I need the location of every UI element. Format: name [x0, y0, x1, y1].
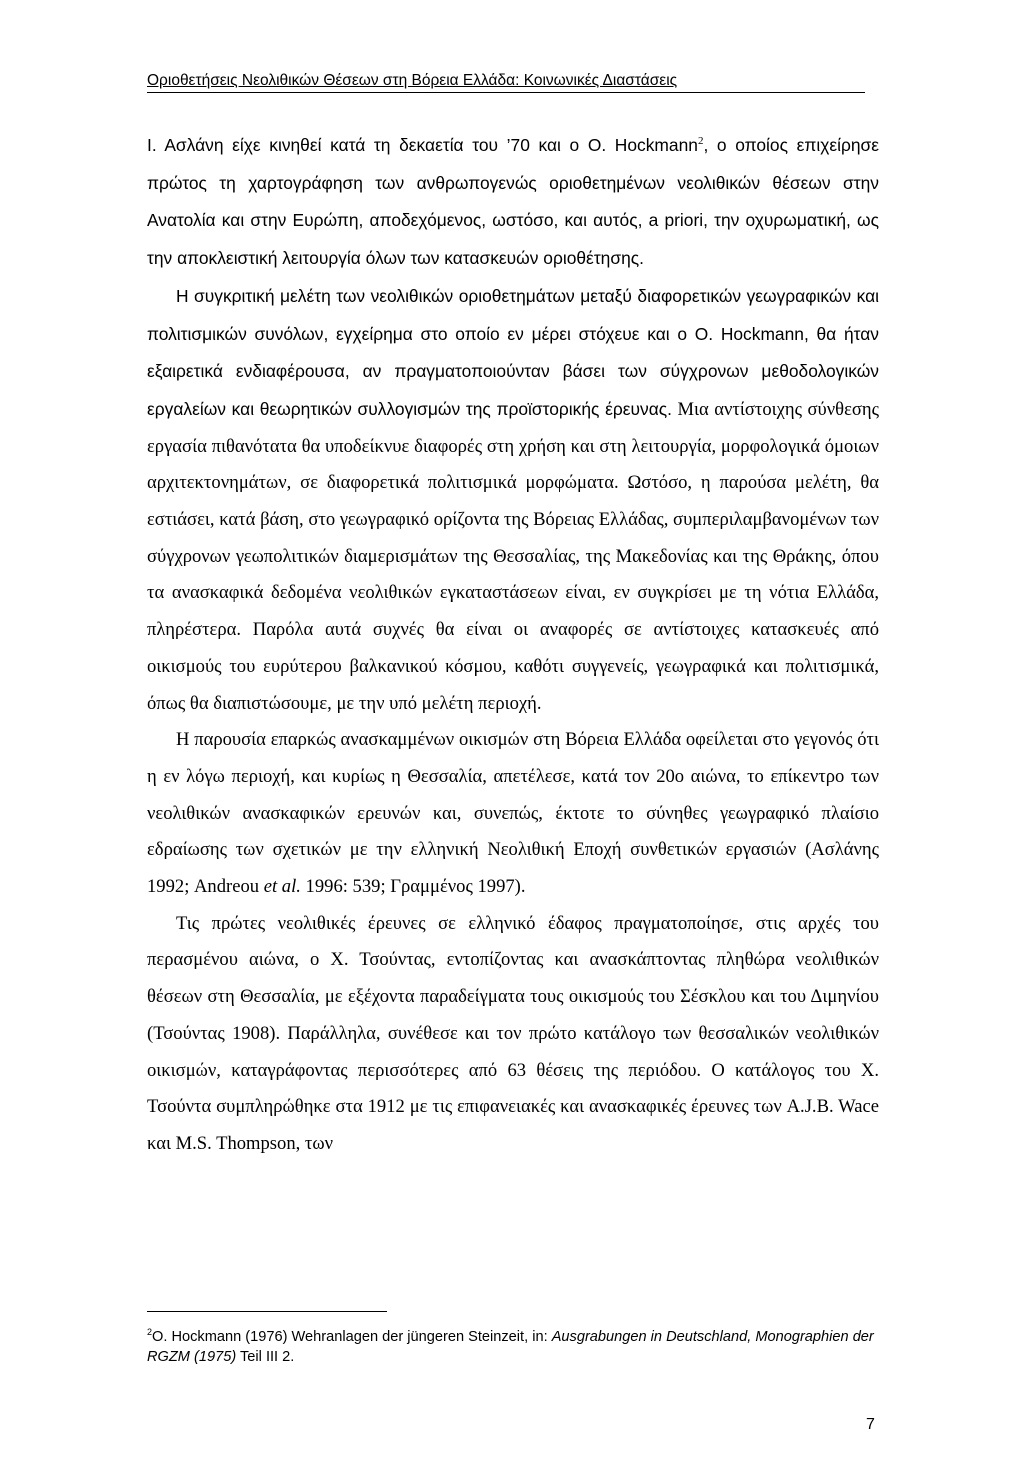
- header-rule: [147, 92, 865, 93]
- body-text: [147, 127, 879, 1163]
- paragraph-1-text: Ι. Ασλάνη είχε κινηθεί κατά τη δεκαετία του ’70 και ο Ο. Hockmann: [147, 135, 698, 155]
- paragraph-2-text: Η συγκριτική μελέτη των νεολιθικών οριοθετημάτων μεταξύ διαφορετικών γεωγραφικών και πολιτισμικών συνόλων, εγχείρημα στο οποίο εν μέρει στόχευε και ο Ο. Hockmann, θα ήταν εξαιρετικά ενδιαφέρουσα, αν πραγματοποιούνταν βάσει των σύγχρονων μεθοδολογικών εργαλείων και θεωρητικών συλλογισμών της προϊστορικής έρευνας.: [147, 285, 879, 419]
- paragraph-3-text: Η παρουσία επαρκώς ανασκαμμένων οικισμών στη Βόρεια Ελλάδα οφείλεται στο γεγονός ότι η εν λόγω περιοχή, και κυρίως η Θεσσαλία, απετέλεσε, κατά τον 20ο αιώνα, το επίκεντρο των νεολιθικών ανασκαφικών ερευνών και, συνεπώς, έκτοτε το σύνηθες γεωγραφικό πλαίσιο εδραίωσης των σχετικών με την ελληνική Νεολιθική Εποχή συνθετικών εργασιών (Ασλάνης 1992; Andreou: [147, 729, 879, 898]
- footnote-tail: Teil III 2.: [236, 1349, 295, 1365]
- paragraph-4: [147, 906, 879, 1163]
- footnote-separator: [147, 1311, 387, 1312]
- footnote-mark: 2: [147, 1327, 153, 1338]
- footnote-reference[interactable]: 2: [697, 134, 704, 147]
- page-number: 7: [866, 1416, 875, 1433]
- paragraph-3-text-continued: 1996: 539; Γραμμένος 1997).: [300, 876, 526, 898]
- paragraph-3: [147, 722, 879, 906]
- paragraph-2-text-continued: Μια αντίστοιχης σύνθεσης εργασία πιθανότατα θα υποδείκνυε διαφορές στη χρήση και στη λειτουργία, μορφολογικά όμοιων αρχιτεκτονημάτων, σε διαφορετικά πολιτισμικά μορφώματα. Ωστόσο, η παρούσα μελέτη, θα εστιάσει, κατά βάση, στο γεωγραφικό ορίζοντα της Βόρειας Ελλάδας, συμπεριλαμβανομένων των σύγχρονων γεωπολιτικών διαμερισμάτων της Θεσσαλίας, της Μακεδονίας και της Θράκης, όπου τα ανασκαφικά δεδομένα νεολιθικών εγκαταστάσεων είναι, εν συγκρίσει με τη νότια Ελλάδα, πληρέστερα. Παρόλα αυτά συχνές θα είναι οι αναφορές σε αντίστοιχες κατασκευές από οικισμούς του ευρύτερου βαλκανικού κόσμου, καθότι συγγενείς, γεωγραφικά και πολιτισμικά, όπως θα διαπιστώσουμε, με την υπό μελέτη περιοχή.: [147, 398, 879, 714]
- paragraph-1: [147, 127, 879, 278]
- paragraph-1-text-continued: , ο οποίος επιχείρησε πρώτος τη χαρτογράφηση των ανθρωπογενώς οριοθετημένων νεολιθικών θέσεων στην Ανατολία και στην Ευρώπη, αποδεχόμενος, ωστόσο, και αυτός, a priori, την οχυρωματική, ως την αποκλειστική λειτουργία όλων των κατασκευών οριοθέτησης.: [147, 135, 879, 269]
- paragraph-2: [147, 278, 879, 722]
- et-al-italic: et al.: [263, 876, 301, 898]
- running-header: Οριοθετήσεις Νεολιθικών Θέσεων στη Βόρεια Ελλάδα: Κοινωνικές Διαστάσεις: [147, 72, 678, 89]
- footnote-text: O. Hockmann (1976) Wehranlagen der jüngeren Steinzeit, in:: [152, 1329, 552, 1345]
- footnote: [147, 1327, 887, 1367]
- paragraph-4-text: Τις πρώτες νεολιθικές έρευνες σε ελληνικό έδαφος πραγματοποίησε, στις αρχές του περασμένου αιώνα, ο Χ. Τσούντας, εντοπίζοντας και ανασκάπτοντας πληθώρα νεολιθικών θέσεων στη Θεσσαλία, με εξέχοντα παραδείγματα τους οικισμούς του Σέσκλου και του Διμηνίου (Τσούντας 1908). Παράλληλα, συνέθεσε και τον πρώτο κατάλογο των θεσσαλικών νεολιθικών οικισμών, καταγράφοντας περισσότερες από 63 θέσεις της περιόδου. Ο κατάλογος του Χ. Τσούντα συμπληρώθηκε στα 1912 με τις επιφανειακές και ανασκαφικές έρευνες των A.J.B. Wace και M.S. Thompson, των: [147, 912, 879, 1154]
- footnote-italic-title: Ausgrabungen in Deutschland, Monographien der RGZM (1975): [147, 1329, 874, 1365]
